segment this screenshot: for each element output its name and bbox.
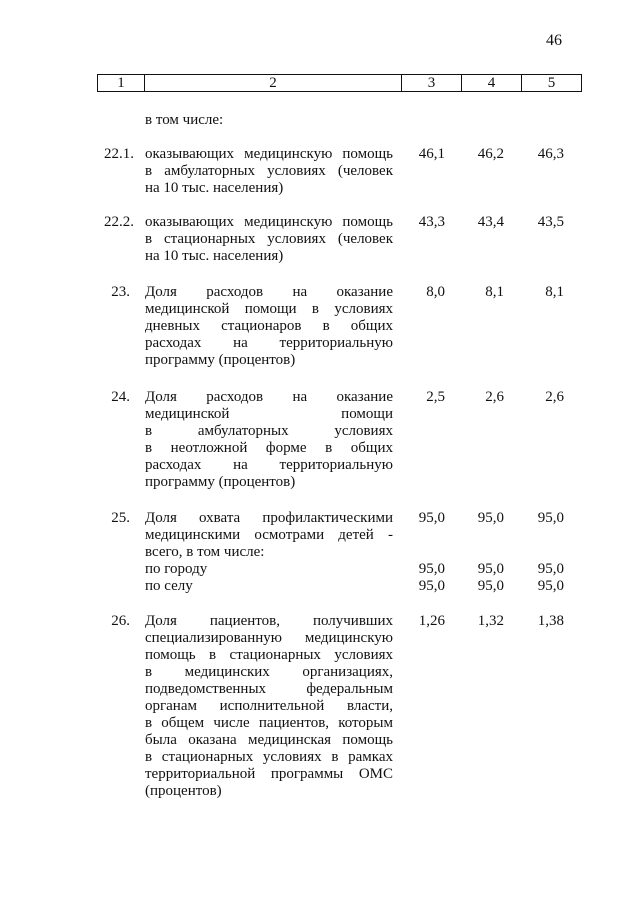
row-description-line: в неотложной форме в общих [145, 440, 393, 456]
row-description-line: подведомственных федеральным [145, 681, 393, 697]
subrow-value-col4: 95,0 [477, 578, 504, 594]
subrow-value-col5: 95,0 [537, 561, 564, 577]
subrow-value-col3: 95,0 [418, 578, 445, 594]
row-number: 23. [111, 284, 130, 300]
subrow-value-col3: 95,0 [418, 561, 445, 577]
row-value-col5: 2,6 [545, 389, 564, 405]
column-header-4: 4 [462, 75, 522, 92]
row-value-col5: 95,0 [537, 510, 564, 526]
page-number: 46 [546, 32, 562, 49]
row-description-line: в общем числе пациентов, которым [145, 715, 393, 731]
row-description-line: была оказана медицинская помощь [145, 732, 393, 748]
row-description-line: (процентов) [145, 783, 222, 799]
row-value-col3: 8,0 [426, 284, 445, 300]
row-description-line: территориальной программы ОМС [145, 766, 393, 782]
row-description-line: программу (процентов) [145, 474, 296, 490]
row-number: 22.1. [104, 146, 134, 162]
row-description-line: Доля расходов на оказание [145, 389, 393, 405]
row-description-line: расходах на территориальную [145, 335, 393, 351]
row-description-line: в стационарных условиях в рамках [145, 749, 393, 765]
row-value-col3: 2,5 [426, 389, 445, 405]
row-value-col3: 46,1 [418, 146, 445, 162]
row-number: 24. [111, 389, 130, 405]
subrow-label: по селу [145, 578, 193, 594]
row-description-line: медицинскими осмотрами детей - [145, 527, 393, 543]
row-description-line: помощь в стационарных условиях [145, 647, 393, 663]
row-description-line: в амбулаторных условиях (человек [145, 163, 393, 179]
row-value-col3: 43,3 [418, 214, 445, 230]
row-value-col4: 8,1 [485, 284, 504, 300]
row-value-col5: 8,1 [545, 284, 564, 300]
row-value-col4: 1,32 [477, 613, 504, 629]
row-description-line: расходах на территориальную [145, 457, 393, 473]
column-header-table [97, 74, 582, 92]
row-description-line: медицинской помощи [145, 406, 393, 422]
intro-text: в том числе: [145, 112, 224, 128]
row-description-line: на 10 тыс. населения) [145, 180, 284, 196]
subrow-value-col5: 95,0 [537, 578, 564, 594]
row-description-line: специализированную медицинскую [145, 630, 393, 646]
row-description-line: оказывающих медицинскую помощь [145, 146, 393, 162]
row-value-col4: 2,6 [485, 389, 504, 405]
subrow-label: по городу [145, 561, 208, 577]
column-header-5: 5 [522, 75, 582, 92]
row-value-col4: 43,4 [477, 214, 504, 230]
row-description-line: дневных стационаров в общих [145, 318, 393, 334]
row-description-line: Доля пациентов, получивших [145, 613, 393, 629]
row-description-line: на 10 тыс. населения) [145, 248, 284, 264]
row-value-col4: 46,2 [477, 146, 504, 162]
row-value-col5: 46,3 [537, 146, 564, 162]
column-header-2: 2 [145, 75, 402, 92]
row-number: 22.2. [104, 214, 134, 230]
row-value-col3: 95,0 [418, 510, 445, 526]
row-description-line: Доля охвата профилактическими [145, 510, 393, 526]
row-number: 26. [111, 613, 130, 629]
column-header-row [98, 75, 582, 92]
row-description-line: Доля расходов на оказание [145, 284, 393, 300]
row-value-col4: 95,0 [477, 510, 504, 526]
row-description-line: органам исполнительной власти, [145, 698, 393, 714]
row-description-line: в стационарных условиях (человек [145, 231, 393, 247]
row-description-line: всего, в том числе: [145, 544, 265, 560]
row-value-col5: 1,38 [537, 613, 564, 629]
row-description-line: в амбулаторных условиях [145, 423, 393, 439]
row-number: 25. [111, 510, 130, 526]
subrow-value-col4: 95,0 [477, 561, 504, 577]
row-value-col3: 1,26 [418, 613, 445, 629]
row-description-line: оказывающих медицинскую помощь [145, 214, 393, 230]
row-description-line: программу (процентов) [145, 352, 296, 368]
column-header-1: 1 [98, 75, 145, 92]
row-value-col5: 43,5 [537, 214, 564, 230]
column-header-3: 3 [402, 75, 462, 92]
row-description-line: медицинской помощи в условиях [145, 301, 393, 317]
row-description-line: в медицинских организациях, [145, 664, 393, 680]
